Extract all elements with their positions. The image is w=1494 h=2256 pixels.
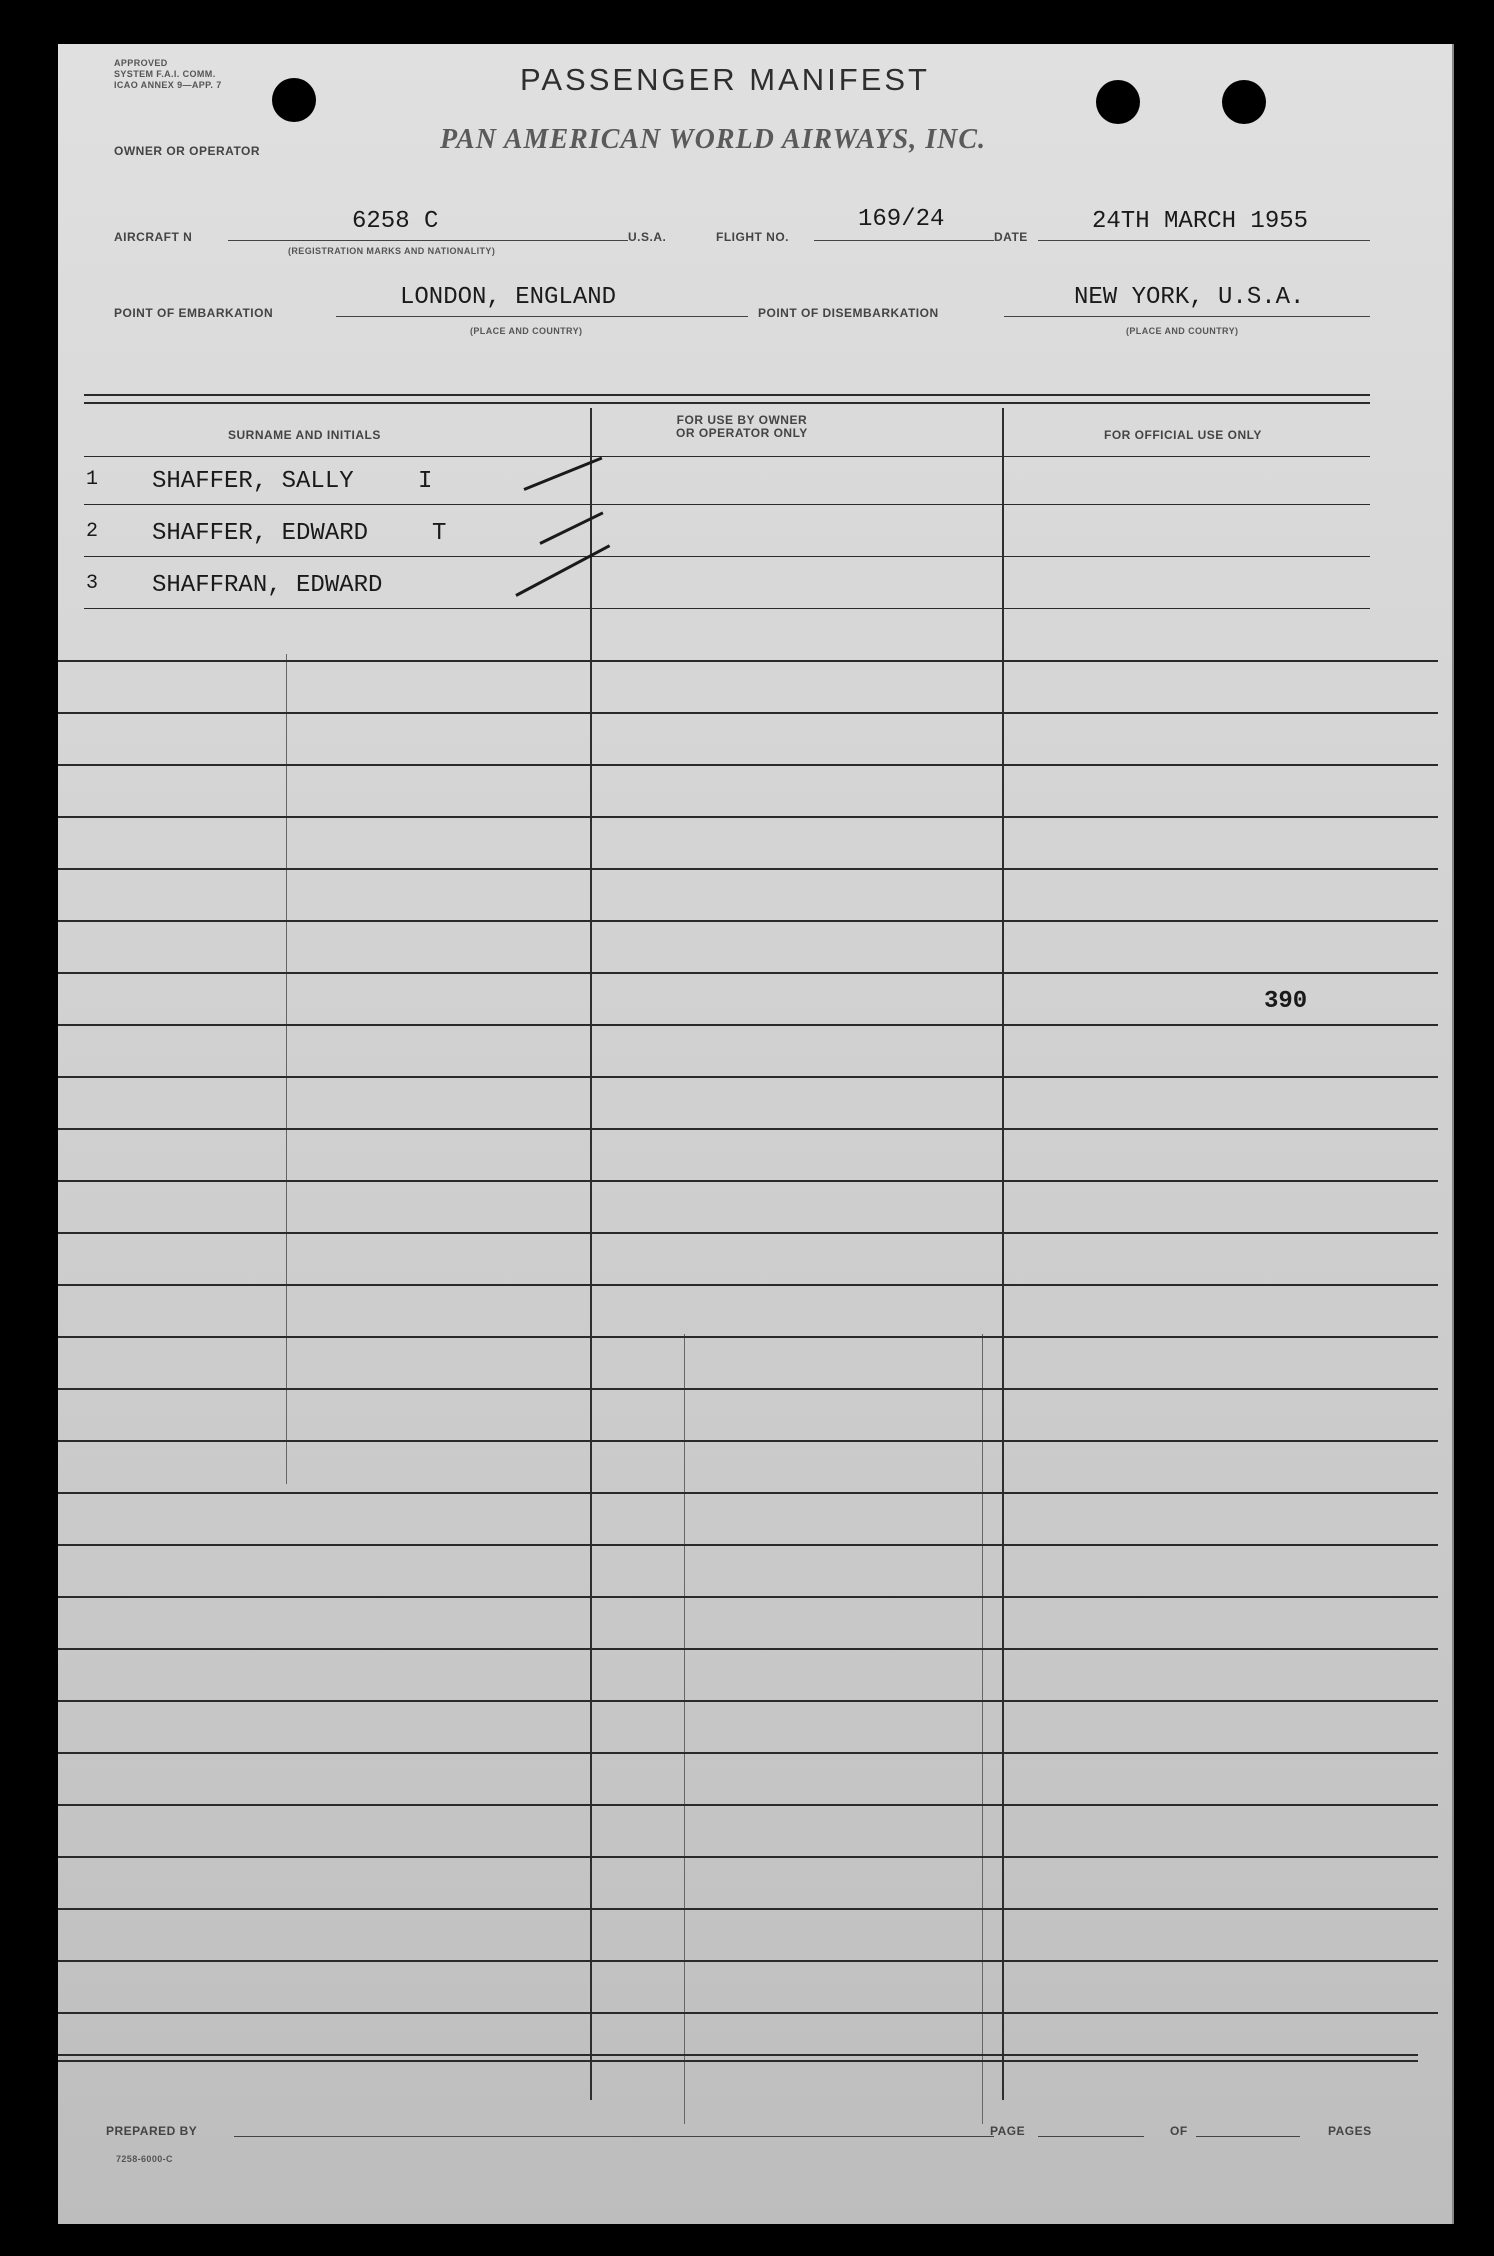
- disembark-label: POINT OF DISEMBARKATION: [758, 306, 939, 320]
- flight-value: 169/24: [858, 206, 945, 233]
- disembark-value: NEW YORK, U.S.A.: [1074, 284, 1305, 311]
- row-rule: [58, 764, 1438, 766]
- passenger-name: SHAFFER, EDWARD: [152, 520, 369, 547]
- faint-column-rule: [684, 1334, 685, 2124]
- column-header-official-use: FOR OFFICIAL USE ONLY: [1104, 428, 1262, 442]
- row-rule: [58, 1648, 1438, 1650]
- row-rule: [58, 1284, 1438, 1286]
- row-rule: [58, 1388, 1438, 1390]
- row-rule: [58, 920, 1438, 922]
- aircraft-value: 6258 C: [352, 208, 439, 235]
- manifest-page: [58, 44, 1454, 2224]
- page-label: PAGE: [990, 2124, 1026, 2138]
- row-rule: [58, 1804, 1438, 1806]
- flight-underline: [814, 240, 994, 241]
- passenger-number: 3: [86, 572, 99, 595]
- table-top-rule: [84, 394, 1370, 396]
- row-rule: [84, 504, 1370, 505]
- date-underline: [1038, 240, 1370, 241]
- form-code: 7258-6000-C: [116, 2154, 173, 2164]
- row-rule: [58, 712, 1438, 714]
- row-rule: [58, 2012, 1438, 2014]
- passenger-mark: I: [418, 468, 433, 495]
- approval-line: SYSTEM F.A.I. COMM.: [114, 69, 216, 79]
- approval-line: APPROVED: [114, 58, 168, 68]
- row-rule: [58, 1076, 1438, 1078]
- check-slash: [515, 544, 610, 596]
- row-rule: [58, 1856, 1438, 1858]
- row-rule: [58, 1232, 1438, 1234]
- row-rule: [58, 1180, 1438, 1182]
- passenger-number: 1: [86, 468, 99, 491]
- row-rule: [58, 972, 1438, 974]
- embark-label: POINT OF EMBARKATION: [114, 306, 274, 320]
- row-rule: [84, 556, 1370, 557]
- aircraft-label: AIRCRAFT N: [114, 230, 193, 244]
- table-top-rule: [84, 402, 1370, 404]
- check-slash: [539, 511, 603, 544]
- page-underline: [1038, 2136, 1144, 2137]
- passenger-name: SHAFFRAN, EDWARD: [152, 572, 383, 599]
- row-rule: [58, 660, 1438, 662]
- row-rule: [58, 1440, 1438, 1442]
- row-rule: [58, 1336, 1438, 1338]
- column-header-surname: SURNAME AND INITIALS: [228, 428, 381, 442]
- row-rule: [58, 1908, 1438, 1910]
- embark-caption: (PLACE AND COUNTRY): [470, 326, 583, 336]
- pages-label: PAGES: [1328, 2124, 1372, 2138]
- row-rule: [58, 1596, 1438, 1598]
- prepared-underline: [234, 2136, 994, 2137]
- disembark-underline: [1004, 316, 1370, 317]
- disembark-caption: (PLACE AND COUNTRY): [1126, 326, 1239, 336]
- punch-hole: [1096, 80, 1140, 124]
- flight-label: FLIGHT NO.: [716, 230, 789, 244]
- row-rule: [58, 868, 1438, 870]
- row-rule: [58, 1128, 1438, 1130]
- table-bottom-rule: [58, 2060, 1418, 2062]
- row-rule: [58, 1492, 1438, 1494]
- table-bottom-rule: [58, 2054, 1418, 2056]
- nationality: U.S.A.: [628, 230, 667, 244]
- row-rule: [58, 816, 1438, 818]
- row-rule: [84, 608, 1370, 609]
- row-rule: [58, 1024, 1438, 1026]
- faint-column-rule: [286, 654, 287, 1484]
- passenger-name: SHAFFER, SALLY: [152, 468, 354, 495]
- column-header-owner-use: FOR USE BY OWNER OR OPERATOR ONLY: [676, 413, 808, 440]
- passenger-mark: T: [432, 520, 447, 547]
- aircraft-underline: [228, 240, 628, 241]
- punch-hole: [1222, 80, 1266, 124]
- row-rule: [58, 1544, 1438, 1546]
- date-label: DATE: [994, 230, 1028, 244]
- date-value: 24TH MARCH 1955: [1092, 208, 1309, 235]
- row-rule: [58, 1700, 1438, 1702]
- official-note: 390: [1264, 988, 1308, 1015]
- owner-label: OWNER OR OPERATOR: [114, 144, 261, 158]
- passenger-number: 2: [86, 520, 99, 543]
- row-rule: [84, 456, 1370, 457]
- approval-line: ICAO ANNEX 9—APP. 7: [114, 80, 222, 90]
- punch-hole: [272, 78, 316, 122]
- row-rule: [58, 1752, 1438, 1754]
- faint-column-rule: [982, 1334, 983, 2124]
- prepared-label: PREPARED BY: [106, 2124, 198, 2138]
- of-underline: [1196, 2136, 1300, 2137]
- aircraft-caption: (REGISTRATION MARKS AND NATIONALITY): [288, 246, 496, 256]
- owner-value: PAN AMERICAN WORLD AIRWAYS, INC.: [440, 124, 987, 155]
- of-label: OF: [1170, 2124, 1188, 2138]
- form-title: PASSENGER MANIFEST: [520, 62, 930, 97]
- embark-value: LONDON, ENGLAND: [400, 284, 617, 311]
- embark-underline: [336, 316, 748, 317]
- row-rule: [58, 1960, 1438, 1962]
